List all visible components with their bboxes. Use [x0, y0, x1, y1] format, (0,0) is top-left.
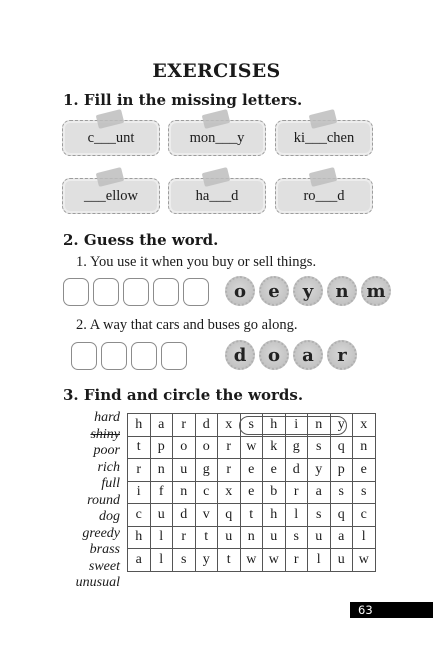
answer-slot[interactable]: [161, 342, 187, 370]
grid-cell[interactable]: d: [195, 414, 218, 437]
grid-cell[interactable]: l: [150, 549, 173, 572]
grid-cell[interactable]: b: [263, 481, 286, 504]
grid-row: [128, 481, 376, 504]
word-list-item: dog: [99, 509, 120, 524]
grid-cell[interactable]: c: [353, 504, 376, 527]
tape-decoration: [202, 167, 231, 187]
fill-box-text: ___ellow: [84, 187, 138, 204]
grid-cell[interactable]: h: [128, 414, 151, 437]
grid-cell[interactable]: i: [128, 481, 151, 504]
grid-cell[interactable]: s: [240, 414, 263, 437]
grid-row: [128, 504, 376, 527]
grid-cell[interactable]: r: [173, 526, 196, 549]
grid-cell[interactable]: y: [330, 414, 353, 437]
grid-cell[interactable]: l: [353, 526, 376, 549]
answer-slot[interactable]: [71, 342, 97, 370]
grid-row: [128, 436, 376, 459]
grid-cell[interactable]: r: [128, 459, 151, 482]
grid-cell[interactable]: l: [308, 549, 331, 572]
grid-cell[interactable]: q: [330, 504, 353, 527]
letter-tile: r: [327, 340, 357, 370]
grid-cell[interactable]: u: [173, 459, 196, 482]
grid-cell[interactable]: s: [308, 436, 331, 459]
question-1-prompt: 1. You use it when you buy or sell things.: [76, 254, 317, 270]
word-list-item: hard: [94, 410, 120, 425]
grid-cell[interactable]: p: [150, 436, 173, 459]
grid-cell[interactable]: n: [353, 436, 376, 459]
grid-cell[interactable]: t: [240, 504, 263, 527]
word-list-item: sweet: [88, 558, 120, 574]
grid-cell[interactable]: o: [195, 436, 218, 459]
letter-tile: e: [259, 276, 289, 306]
grid-cell[interactable]: o: [173, 436, 196, 459]
grid-cell[interactable]: e: [353, 459, 376, 482]
grid-cell[interactable]: a: [308, 481, 331, 504]
grid-cell[interactable]: c: [128, 504, 151, 527]
fill-box: [62, 120, 160, 156]
section-2-heading: 2. Guess the word.: [63, 231, 219, 249]
grid-cell[interactable]: u: [218, 526, 241, 549]
letter-tile: d: [225, 340, 255, 370]
grid-row: [128, 549, 376, 572]
answer-slot[interactable]: [131, 342, 157, 370]
grid-cell[interactable]: k: [263, 436, 286, 459]
grid-cell[interactable]: n: [240, 526, 263, 549]
tape-decoration: [309, 167, 338, 187]
word-list-item: brass: [89, 542, 120, 557]
answer-slot[interactable]: [101, 342, 127, 370]
grid-cell[interactable]: g: [195, 459, 218, 482]
grid-cell[interactable]: d: [285, 459, 308, 482]
fill-box: [168, 178, 266, 214]
grid-cell[interactable]: n: [150, 459, 173, 482]
grid-cell[interactable]: y: [308, 459, 331, 482]
grid-cell[interactable]: c: [195, 481, 218, 504]
grid-cell[interactable]: w: [240, 549, 263, 572]
question-2-prompt: 2. A way that cars and buses go along.: [76, 317, 298, 333]
answer-slot[interactable]: [123, 278, 149, 306]
answer-slots-2: [71, 342, 187, 370]
fill-box: [62, 178, 160, 214]
letter-tile: a: [293, 340, 323, 370]
word-list-item: greedy: [82, 525, 120, 541]
grid-cell[interactable]: e: [263, 459, 286, 482]
grid-cell[interactable]: w: [240, 436, 263, 459]
tape-decoration: [96, 167, 125, 187]
grid-cell[interactable]: i: [285, 414, 308, 437]
tape-decoration: [202, 109, 231, 129]
letter-tiles-2: [225, 340, 357, 370]
tape-decoration: [309, 109, 338, 129]
grid-cell[interactable]: u: [308, 526, 331, 549]
answer-slot[interactable]: [183, 278, 209, 306]
fill-box-text: ro___d: [303, 187, 345, 204]
grid-cell[interactable]: r: [285, 549, 308, 572]
grid-cell[interactable]: s: [173, 549, 196, 572]
grid-cell[interactable]: w: [263, 549, 286, 572]
grid-cell[interactable]: u: [263, 526, 286, 549]
section-3-heading: 3. Find and circle the words.: [63, 386, 304, 404]
fill-box-text: mon___y: [189, 129, 245, 146]
grid-row: [128, 526, 376, 549]
page-number: 63: [358, 603, 373, 617]
fill-box-text: ki___chen: [293, 129, 355, 146]
grid-cell[interactable]: r: [218, 459, 241, 482]
grid-cell[interactable]: x: [353, 414, 376, 437]
grid-cell[interactable]: t: [218, 549, 241, 572]
grid-cell[interactable]: h: [128, 526, 151, 549]
answer-slot[interactable]: [63, 278, 89, 306]
grid-cell[interactable]: a: [330, 526, 353, 549]
page-title: EXERCISES: [152, 60, 281, 82]
grid-cell[interactable]: r: [218, 436, 241, 459]
answer-slot[interactable]: [93, 278, 119, 306]
grid-cell[interactable]: l: [150, 526, 173, 549]
grid-cell[interactable]: r: [285, 481, 308, 504]
grid-cell[interactable]: q: [330, 436, 353, 459]
grid-cell[interactable]: s: [353, 481, 376, 504]
grid-row: [128, 459, 376, 482]
fill-box: [168, 120, 266, 156]
fill-box-text: c___unt: [87, 129, 135, 146]
tape-decoration: [96, 109, 125, 129]
grid-row: [128, 414, 376, 437]
grid-cell[interactable]: h: [263, 414, 286, 437]
letter-tiles-1: [225, 276, 391, 306]
word-list-item: round: [87, 492, 120, 508]
fill-box: [275, 178, 373, 214]
grid-cell[interactable]: u: [150, 504, 173, 527]
answer-slots-1: [63, 278, 209, 306]
grid-cell[interactable]: x: [218, 414, 241, 437]
letter-tile: o: [259, 340, 289, 370]
grid-cell[interactable]: x: [218, 481, 241, 504]
fill-box-text: ha___d: [195, 187, 239, 204]
word-search-grid: [127, 413, 376, 572]
word-list-item: unusual: [75, 575, 120, 590]
grid-cell[interactable]: g: [285, 436, 308, 459]
grid-cell[interactable]: a: [150, 414, 173, 437]
grid-cell[interactable]: y: [195, 549, 218, 572]
grid-cell[interactable]: h: [263, 504, 286, 527]
grid-cell[interactable]: s: [308, 504, 331, 527]
word-list: [60, 410, 120, 592]
word-list-item: rich: [97, 459, 120, 475]
answer-slot[interactable]: [153, 278, 179, 306]
word-list-item-found: shiny: [90, 426, 120, 442]
grid-cell[interactable]: e: [240, 481, 263, 504]
grid-cell[interactable]: s: [330, 481, 353, 504]
grid-cell[interactable]: p: [330, 459, 353, 482]
grid-cell[interactable]: n: [308, 414, 331, 437]
letter-tile: o: [225, 276, 255, 306]
grid-cell[interactable]: l: [285, 504, 308, 527]
grid-cell[interactable]: n: [173, 481, 196, 504]
section-1-heading: 1. Fill in the missing letters.: [63, 91, 303, 109]
grid-cell[interactable]: t: [128, 436, 151, 459]
grid-cell[interactable]: e: [240, 459, 263, 482]
grid-cell[interactable]: d: [173, 504, 196, 527]
word-list-item: poor: [93, 443, 120, 458]
letter-tile: m: [361, 276, 391, 306]
grid-cell[interactable]: f: [150, 481, 173, 504]
letter-tile: n: [327, 276, 357, 306]
grid-cell[interactable]: s: [285, 526, 308, 549]
letter-tile: y: [293, 276, 323, 306]
grid-cell[interactable]: a: [128, 549, 151, 572]
grid-cell[interactable]: r: [173, 414, 196, 437]
grid-cell[interactable]: u: [330, 549, 353, 572]
grid-cell[interactable]: q: [218, 504, 241, 527]
fill-box: [275, 120, 373, 156]
grid-cell[interactable]: v: [195, 504, 218, 527]
word-list-item: full: [101, 476, 120, 491]
grid-cell[interactable]: t: [195, 526, 218, 549]
grid-cell[interactable]: w: [353, 549, 376, 572]
